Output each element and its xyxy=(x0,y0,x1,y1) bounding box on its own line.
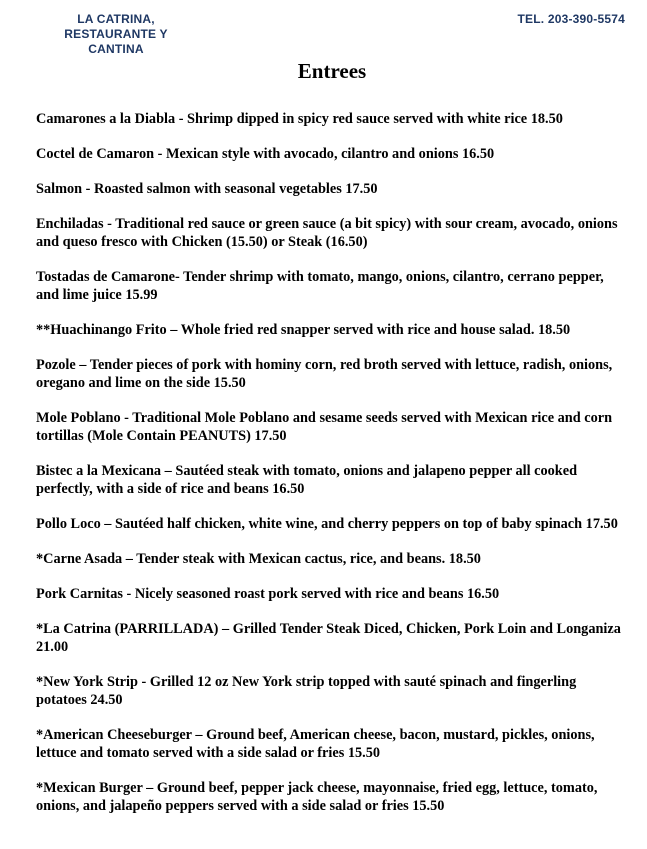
phone-number: TEL. 203-390-5574 xyxy=(517,12,625,26)
menu-item: Pollo Loco – Sautéed half chicken, white wine, and cherry peppers on top of baby spinach 17.50 xyxy=(36,516,618,532)
menu-item: Salmon - Roasted salmon with seasonal vegetables 17.50 xyxy=(36,181,378,197)
menu-item: *La Catrina (PARRILLADA) – Grilled Tender Steak Diced, Chicken, Pork Loin and Longaniza 21.00 xyxy=(36,621,621,655)
menu-item: Pork Carnitas - Nicely seasoned roast pork served with rice and beans 16.50 xyxy=(36,586,500,602)
menu-item: *New York Strip - Grilled 12 oz New York strip topped with sauté spinach and fingerling potatoes 24.50 xyxy=(36,674,577,708)
restaurant-name-line1: LA CATRINA, xyxy=(77,12,155,26)
menu-item: Enchiladas - Traditional red sauce or green sauce (a bit spicy) with sour cream, avocado, onions and queso fresco with Chicken (15.50) or Steak (16.50) xyxy=(36,216,618,250)
menu-item: *American Cheeseburger – Ground beef, American cheese, bacon, mustard, pickles, onions, lettuce and tomato served with a side salad or fries 15.50 xyxy=(36,727,595,761)
menu-item: Mole Poblano - Traditional Mole Poblano and sesame seeds served with Mexican rice and corn tortillas (Mole Contain PEANUTS) 17.50 xyxy=(36,410,613,444)
restaurant-name-line2: RESTAURANTE Y CANTINA xyxy=(64,27,168,56)
menu-item: Coctel de Camaron - Mexican style with avocado, cilantro and onions 16.50 xyxy=(36,146,495,162)
restaurant-name xyxy=(36,12,196,57)
menu-item: *Carne Asada – Tender steak with Mexican cactus, rice, and beans. 18.50 xyxy=(36,551,481,567)
menu-item: Bistec a la Mexicana – Sautéed steak with tomato, onions and jalapeno pepper all cooked perfectly, with a side of rice and beans 16.50 xyxy=(36,463,578,497)
page-title: Entrees xyxy=(297,59,367,83)
menu-item: **Huachinango Frito – Whole fried red snapper served with rice and house salad. 18.50 xyxy=(36,322,571,338)
menu-item: Tostadas de Camarone- Tender shrimp with tomato, mango, onions, cilantro, cerrano pepper, and lime juice 15.99 xyxy=(36,269,604,303)
menu-item: Camarones a la Diabla - Shrimp dipped in spicy red sauce served with white rice 18.50 xyxy=(36,111,563,127)
menu-item: *Mexican Burger – Ground beef, pepper jack cheese, mayonnaise, fried egg, lettuce, tomato, onions, and jalapeño peppers served with a side salad or fries 15.50 xyxy=(36,780,598,814)
menu-list xyxy=(36,110,628,832)
menu-item: Pozole – Tender pieces of pork with hominy corn, red broth served with lettuce, radish, onions, oregano and lime on the side 15.50 xyxy=(36,357,613,391)
